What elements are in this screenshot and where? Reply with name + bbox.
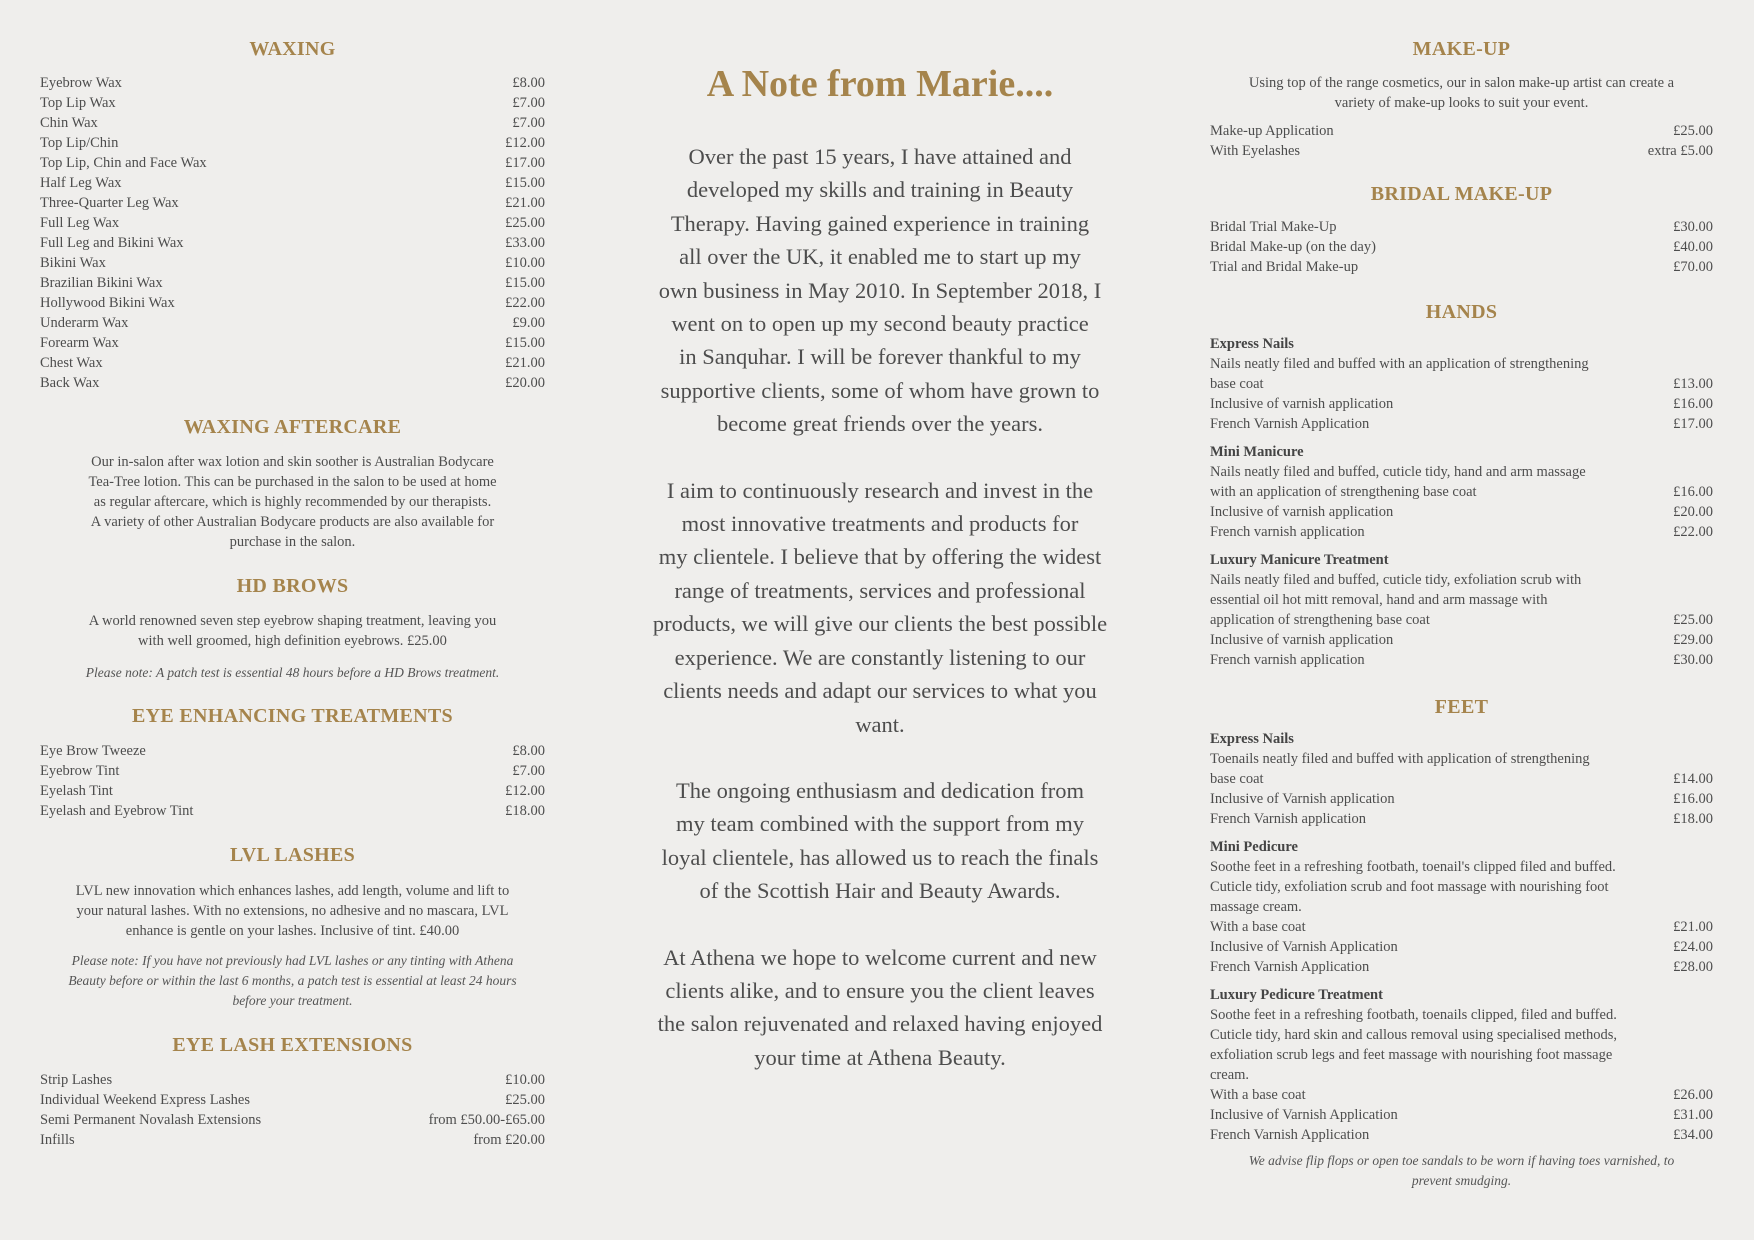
price-row <box>40 373 545 393</box>
treatment-price: £7.00 <box>512 95 545 111</box>
price-row <box>40 333 545 353</box>
makeup-line: variety of make-up looks to suit your event. <box>1334 95 1589 111</box>
treatment-price: £7.00 <box>512 763 545 779</box>
treatment-name: Eyebrow Wax <box>40 75 122 91</box>
price-row <box>40 93 545 113</box>
price-row <box>40 1070 545 1090</box>
note-paragraph <box>610 774 1150 908</box>
treatment-name: Inclusive of Varnish Application <box>1210 1107 1398 1123</box>
treatment-name: With a base coat <box>1210 919 1306 935</box>
treatment-name: base coat <box>1210 376 1264 392</box>
treatment-price: £20.00 <box>1673 504 1713 520</box>
treatment-description: Nails neatly filed and buffed, cuticle tidy, hand and arm massage <box>1210 464 1586 480</box>
price-row <box>1210 121 1713 141</box>
treatment-name: Chest Wax <box>40 355 103 371</box>
treatment-name: Half Leg Wax <box>40 175 122 191</box>
treatment-price: £22.00 <box>505 295 545 311</box>
note-line: own business in May 2010. In September 2018, I <box>658 277 1102 303</box>
treatment-price: £10.00 <box>505 255 545 271</box>
note-from-marie-body <box>610 140 1150 1107</box>
waxing-heading: WAXING <box>249 38 336 60</box>
treatment-price: £12.00 <box>505 783 545 799</box>
note-paragraph <box>610 941 1150 1075</box>
treatment-price: from £50.00-£65.00 <box>428 1112 545 1128</box>
waxing-aftercare-text <box>40 452 545 552</box>
treatment-price: £25.00 <box>505 1092 545 1108</box>
price-row <box>40 1110 545 1130</box>
treatment-price: from £20.00 <box>473 1132 545 1148</box>
treatment-name: Trial and Bridal Make-up <box>1210 259 1359 275</box>
eye-enhancing-heading: EYE ENHANCING TREATMENTS <box>132 705 453 727</box>
treatment-name: Bikini Wax <box>40 255 106 271</box>
price-row <box>1210 630 1713 650</box>
note-line: most innovative treatments and products for <box>681 511 1079 537</box>
treatment-price: £7.00 <box>512 115 545 131</box>
eye-lash-extensions-price-list <box>40 1070 545 1150</box>
price-row <box>1210 769 1713 789</box>
treatment-name: Chin Wax <box>40 115 98 131</box>
note-line: experience. We are constantly listening to our <box>674 644 1086 670</box>
price-row <box>1210 937 1713 957</box>
treatment-name: Eyebrow Tint <box>40 763 120 779</box>
note-line: developed my skills and training in Beauty <box>686 177 1074 203</box>
price-row <box>1210 1105 1713 1125</box>
treatment-group-title: Luxury Pedicure Treatment <box>1210 987 1383 1003</box>
note-line: products, we will give our clients the best possible <box>652 611 1108 637</box>
treatment-description: Soothe feet in a refreshing footbath, toenails clipped, filed and buffed. <box>1210 1007 1617 1023</box>
eye-lash-extensions-heading: EYE LASH EXTENSIONS <box>172 1034 413 1056</box>
treatment-price: £30.00 <box>1673 219 1713 235</box>
note-line: Over the past 15 years, I have attained and <box>688 144 1072 169</box>
treatment-name: Inclusive of varnish application <box>1210 632 1394 648</box>
lvl-lashes-note <box>40 951 545 1011</box>
treatment-name: with an application of strengthening base coat <box>1210 484 1477 500</box>
price-row <box>40 193 545 213</box>
note-line: of the Scottish Hair and Beauty Awards. <box>699 878 1061 904</box>
note-line: become great friends over the years. <box>716 411 1044 437</box>
treatment-group <box>1210 334 1713 434</box>
treatment-name: Three-Quarter Leg Wax <box>40 195 179 211</box>
price-row <box>40 1090 545 1110</box>
treatment-name: Inclusive of Varnish Application <box>1210 939 1398 955</box>
note-line: Therapy. Having gained experience in training <box>670 210 1090 236</box>
treatment-price: £16.00 <box>1673 484 1713 500</box>
price-row <box>1210 482 1713 502</box>
treatment-price: £24.00 <box>1673 939 1713 955</box>
treatment-price: £16.00 <box>1673 396 1713 412</box>
price-row <box>1210 141 1713 161</box>
price-row <box>1210 1125 1713 1145</box>
treatment-name: Forearm Wax <box>40 335 119 351</box>
price-row <box>40 761 545 781</box>
treatment-description: Nails neatly filed and buffed, cuticle tidy, exfoliation scrub with <box>1210 572 1582 588</box>
price-row <box>1210 217 1713 237</box>
price-row <box>1210 610 1713 630</box>
note-from-marie-title: A Note from Marie.... <box>706 63 1054 105</box>
price-row <box>40 233 545 253</box>
price-row <box>40 273 545 293</box>
treatment-description: Cuticle tidy, hard skin and callous removal using specialised methods, <box>1210 1027 1617 1043</box>
price-row <box>40 213 545 233</box>
lvl-lashes-text <box>40 881 545 941</box>
aftercare-line: as regular aftercare, which is highly recommended by our therapists. <box>93 494 492 510</box>
price-row <box>40 313 545 333</box>
bridal-makeup-price-list <box>1210 217 1713 277</box>
price-row <box>40 73 545 93</box>
treatment-name: application of strengthening base coat <box>1210 612 1430 628</box>
treatment-group-title: Express Nails <box>1210 336 1294 352</box>
price-row <box>1210 502 1713 522</box>
treatment-price: £31.00 <box>1673 1107 1713 1123</box>
price-row <box>40 801 545 821</box>
aftercare-line: A variety of other Australian Bodycare products are also available for <box>90 514 495 530</box>
aftercare-line: Our in-salon after wax lotion and skin soother is Australian Bodycare <box>91 454 494 470</box>
treatment-price: £17.00 <box>1673 416 1713 432</box>
treatment-price: £28.00 <box>1673 959 1713 975</box>
treatment-name: French varnish application <box>1210 524 1365 540</box>
makeup-text <box>1210 73 1713 113</box>
price-row <box>1210 1085 1713 1105</box>
note-line: The ongoing enthusiasm and dedication from <box>675 777 1085 803</box>
treatment-name: French Varnish Application <box>1210 1127 1370 1143</box>
treatment-name: Underarm Wax <box>40 315 129 331</box>
treatment-price: £25.00 <box>1673 123 1713 139</box>
treatment-group-title: Express Nails <box>1210 731 1294 747</box>
treatment-group <box>1210 442 1713 542</box>
treatment-name: Eye Brow Tweeze <box>40 743 146 759</box>
treatment-price: £34.00 <box>1673 1127 1713 1143</box>
treatment-price: £15.00 <box>505 175 545 191</box>
lvl-lashes-heading: LVL LASHES <box>229 844 356 866</box>
note-line: supportive clients, some of whom have grown to <box>660 377 1100 403</box>
treatment-price: £40.00 <box>1673 239 1713 255</box>
price-row <box>40 293 545 313</box>
note-line: in Sanquhar. I will be forever thankful to my <box>679 344 1081 370</box>
price-row <box>1210 522 1713 542</box>
note-line: range of treatments, services and professional <box>674 577 1086 603</box>
treatment-name: Brazilian Bikini Wax <box>40 275 163 291</box>
price-row <box>1210 257 1713 277</box>
price-row <box>1210 917 1713 937</box>
lvl-lashes-line: enhance is gentle on your lashes. Inclusive of tint. £40.00 <box>125 923 460 939</box>
aftercare-line: purchase in the salon. <box>229 534 356 550</box>
treatment-price: extra £5.00 <box>1647 143 1713 159</box>
hd-brows-line: A world renowned seven step eyebrow shaping treatment, leaving you <box>88 613 497 629</box>
price-row <box>1210 374 1713 394</box>
price-row <box>40 1130 545 1150</box>
price-row <box>40 153 545 173</box>
treatment-group-title: Mini Manicure <box>1210 444 1304 460</box>
treatment-group <box>1210 729 1713 829</box>
treatment-name: Eyelash Tint <box>40 783 113 799</box>
treatment-name: Top Lip, Chin and Face Wax <box>40 155 207 171</box>
treatment-price: £22.00 <box>1673 524 1713 540</box>
treatment-group <box>1210 550 1713 670</box>
treatment-name: Full Leg Wax <box>40 215 120 231</box>
note-paragraph <box>610 474 1150 741</box>
treatment-price: £21.00 <box>1673 919 1713 935</box>
treatment-name: Strip Lashes <box>40 1072 113 1088</box>
treatment-name: With a base coat <box>1210 1087 1306 1103</box>
treatment-price: £25.00 <box>1673 612 1713 628</box>
note-line: loyal clientele, has allowed us to reach the finals <box>661 844 1099 870</box>
treatment-price: £8.00 <box>512 75 545 91</box>
treatment-description: cream. <box>1210 1067 1250 1083</box>
treatment-name: Individual Weekend Express Lashes <box>40 1092 250 1108</box>
treatment-description: massage cream. <box>1210 899 1302 915</box>
waxing-aftercare-heading: WAXING AFTERCARE <box>183 416 402 438</box>
treatment-name: French Varnish Application <box>1210 416 1370 432</box>
treatment-price: £30.00 <box>1673 652 1713 668</box>
treatment-price: £15.00 <box>505 275 545 291</box>
treatment-name: Inclusive of varnish application <box>1210 396 1394 412</box>
note-line: all over the UK, it enabled me to start up my <box>679 244 1081 270</box>
feet-note-line: prevent smudging. <box>1411 1173 1512 1188</box>
note-line: my team combined with the support from my <box>675 811 1085 837</box>
treatment-name: Top Lip/Chin <box>40 135 119 151</box>
treatment-price: £26.00 <box>1673 1087 1713 1103</box>
note-line: want. <box>855 711 905 737</box>
treatment-name: Make-up Application <box>1210 123 1334 139</box>
treatment-price: £29.00 <box>1673 632 1713 648</box>
treatment-price: £16.00 <box>1673 791 1713 807</box>
note-line: went on to open up my second beauty practice <box>671 311 1089 337</box>
treatment-group <box>1210 985 1713 1145</box>
treatment-price: £33.00 <box>505 235 545 251</box>
treatment-price: £21.00 <box>505 355 545 371</box>
note-paragraph <box>610 140 1150 441</box>
note-line: clients alike, and to ensure you the client leaves <box>665 977 1095 1003</box>
eye-enhancing-price-list <box>40 741 545 821</box>
note-line: I aim to continuously research and invest in the <box>666 477 1094 503</box>
feet-note <box>1210 1151 1713 1191</box>
hd-brows-heading: HD BROWS <box>236 575 349 597</box>
feet-treatments <box>1210 729 1713 1191</box>
treatment-name: With Eyelashes <box>1210 143 1301 159</box>
treatment-description: Toenails neatly filed and buffed with application of strengthening <box>1210 751 1590 767</box>
hd-brows-note: Please note: A patch test is essential 48 hours before a HD Brows treatment. <box>85 665 500 680</box>
lvl-lashes-line: LVL new innovation which enhances lashes, add length, volume and lift to <box>75 883 510 899</box>
hd-brows-line: with well groomed, high definition eyebrows. £25.00 <box>138 633 447 649</box>
treatment-group <box>1210 837 1713 977</box>
treatment-description: Soothe feet in a refreshing footbath, toenail's clipped filed and buffed. <box>1210 859 1616 875</box>
hands-treatments <box>1210 334 1713 678</box>
hands-heading: HANDS <box>1425 301 1498 323</box>
price-row <box>1210 957 1713 977</box>
treatment-price: £12.00 <box>505 135 545 151</box>
treatment-price: £17.00 <box>505 155 545 171</box>
treatment-description: essential oil hot mitt removal, hand and arm massage with <box>1210 592 1548 608</box>
treatment-price: £25.00 <box>505 215 545 231</box>
treatment-price: £10.00 <box>505 1072 545 1088</box>
feet-note-line: We advise flip flops or open toe sandals to be worn if having toes varnished, to <box>1248 1153 1675 1168</box>
treatment-price: £14.00 <box>1673 771 1713 787</box>
treatment-price: £20.00 <box>505 375 545 391</box>
treatment-name: Eyelash and Eyebrow Tint <box>40 803 194 819</box>
price-row <box>1210 237 1713 257</box>
treatment-price: £18.00 <box>505 803 545 819</box>
treatment-name: base coat <box>1210 771 1264 787</box>
treatment-description: exfoliation scrub legs and feet massage with nourishing foot massage <box>1210 1047 1613 1063</box>
price-row <box>40 353 545 373</box>
price-row <box>1210 394 1713 414</box>
makeup-line: Using top of the range cosmetics, our in salon make-up artist can create a <box>1248 75 1675 91</box>
price-row <box>40 133 545 153</box>
note-line: clients needs and adapt our services to what you <box>663 678 1097 704</box>
treatment-price: £15.00 <box>505 335 545 351</box>
treatment-price: £21.00 <box>505 195 545 211</box>
treatment-price: £8.00 <box>512 743 545 759</box>
aftercare-line: Tea-Tree lotion. This can be purchased in the salon to be used at home <box>88 474 497 490</box>
treatment-price: £18.00 <box>1673 811 1713 827</box>
bridal-makeup-heading: BRIDAL MAKE-UP <box>1370 183 1553 205</box>
lvl-lashes-line: your natural lashes. With no extensions, no adhesive and no mascara, LVL <box>76 903 509 919</box>
treatment-name: French Varnish Application <box>1210 959 1370 975</box>
lvl-lashes-note-line: Please note: If you have not previously had LVL lashes or any tinting with Athena <box>71 953 514 968</box>
treatment-name: Inclusive of varnish application <box>1210 504 1394 520</box>
treatment-name: French varnish application <box>1210 652 1365 668</box>
treatment-name: Hollywood Bikini Wax <box>40 295 175 311</box>
note-line: my clientele. I believe that by offering the widest <box>658 544 1102 570</box>
price-row <box>40 253 545 273</box>
price-row <box>1210 650 1713 670</box>
price-row <box>1210 809 1713 829</box>
feet-heading: FEET <box>1434 696 1489 718</box>
makeup-price-list <box>1210 121 1713 161</box>
note-line: At Athena we hope to welcome current and new <box>663 944 1097 970</box>
treatment-name: Full Leg and Bikini Wax <box>40 235 184 251</box>
treatment-name: Inclusive of Varnish application <box>1210 791 1395 807</box>
treatment-name: Bridal Make-up (on the day) <box>1210 239 1376 255</box>
waxing-price-list <box>40 73 545 393</box>
note-line: the salon rejuvenated and relaxed having enjoyed <box>657 1011 1103 1037</box>
treatment-name: Top Lip Wax <box>40 95 116 111</box>
treatment-price: £13.00 <box>1673 376 1713 392</box>
treatment-description: Nails neatly filed and buffed with an application of strengthening <box>1210 356 1589 372</box>
treatment-group-title: Mini Pedicure <box>1210 839 1298 855</box>
price-row <box>1210 789 1713 809</box>
treatment-group-title: Luxury Manicure Treatment <box>1210 552 1389 568</box>
treatment-price: £70.00 <box>1673 259 1713 275</box>
price-row <box>1210 414 1713 434</box>
price-row <box>40 781 545 801</box>
treatment-description: Cuticle tidy, exfoliation scrub and foot massage with nourishing foot <box>1210 879 1609 895</box>
note-line: your time at Athena Beauty. <box>754 1044 1006 1070</box>
makeup-heading: MAKE-UP <box>1412 38 1511 60</box>
treatment-price: £9.00 <box>512 315 545 331</box>
price-row <box>40 741 545 761</box>
treatment-name: Semi Permanent Novalash Extensions <box>40 1112 262 1128</box>
price-row <box>40 113 545 133</box>
treatment-name: French Varnish application <box>1210 811 1366 827</box>
treatment-name: Bridal Trial Make-Up <box>1210 219 1337 235</box>
treatment-name: Back Wax <box>40 375 100 391</box>
lvl-lashes-note-line: before your treatment. <box>232 993 353 1008</box>
price-row <box>40 173 545 193</box>
hd-brows-text <box>40 611 545 651</box>
treatment-name: Infills <box>40 1132 75 1148</box>
lvl-lashes-note-line: Beauty before or within the last 6 months, a patch test is essential at least 24 hours <box>68 973 517 988</box>
